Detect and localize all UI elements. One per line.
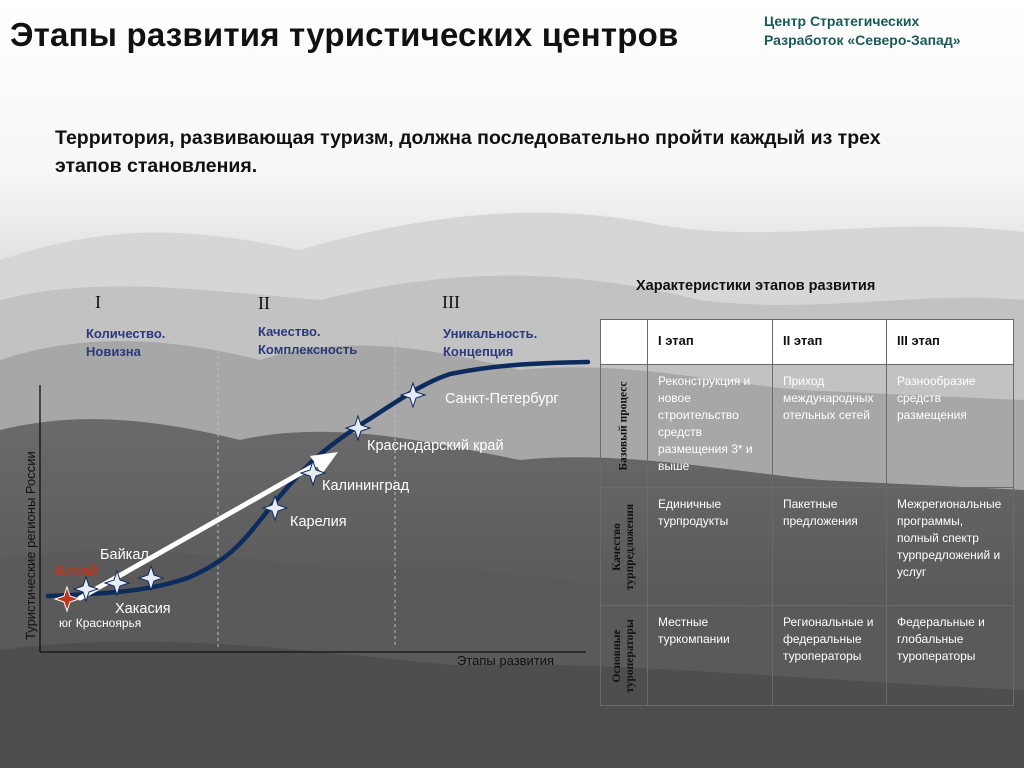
org-line-2: Разработок «Северо-Запад» [764,32,961,48]
region-marker-altai [55,587,79,611]
region-label-krasnodar: Краснодарский край [367,438,504,454]
table-row [601,365,1014,488]
stage-3-label-line2: Концепция [443,344,514,359]
table-header-row [601,320,1014,365]
table-row [601,488,1014,606]
row-header-cell [601,488,648,606]
development-diagram [0,280,600,680]
lead-text: Территория, развивающая туризм, должна последовательно пройти каждый из трех этапов становления. [55,127,881,177]
table-cell: Местные туркомпании [648,606,773,706]
table-cell: Межрегиональные программы, полный спектр турпредложений и услуг [887,488,1014,606]
stage-1-label-line2: Новизна [86,344,141,359]
stage-1-label-line1: Количество. [86,326,166,341]
region-label-spb: Санкт-Петербург [445,391,559,407]
stage-3-roman: III [442,292,460,312]
table-row [601,606,1014,706]
row-header-tour-quality: Качество турпредложения [611,503,636,590]
page-title: Этапы развития туристических центров [10,16,679,53]
table-cell: Федеральные и глобальные туроператоры [887,606,1014,706]
table-cell: Пакетные предложения [773,488,887,606]
x-axis-label: Этапы развития [457,653,555,668]
stage-2-roman: II [258,293,270,313]
region-label-baikal: Байкал [100,547,149,563]
row-header-base-process: Базовый процесс [617,381,630,471]
stage-characteristics-table [600,319,1014,706]
table-cell: Приход международных отельных сетей [773,365,887,488]
stage-3-label-line1: Уникальность. [443,326,538,341]
y-axis-label: Туристические регионы России [23,451,38,640]
table-corner-cell [601,320,648,365]
table-header-stage-2: II этап [773,320,887,365]
row-header-cell [601,606,648,706]
region-label-altai: Алтай [54,563,98,579]
table-cell: Единичные турпродукты [648,488,773,606]
row-header-tour-operators: Основные туроператоры [611,618,636,693]
table-caption: Характеристики этапов развития [636,278,876,294]
table-cell: Разнообразие средств размещения [887,365,1014,488]
org-line-1: Центр Стратегических [764,13,920,29]
row-header-cell [601,365,648,488]
stage-1-roman: I [95,292,101,312]
table-cell: Реконструкция и новое строительство средств размещения 3* и выше [648,365,773,488]
region-label-south-krasnoyarsk: юг Красноярья [59,616,142,630]
region-label-karelia: Карелия [290,514,347,530]
stage-2-label-line2: Комплексность [258,342,358,357]
table-header-stage-1: I этап [648,320,773,365]
region-label-kaliningrad: Калининград [322,478,410,494]
region-marker-karelia [263,496,287,520]
organization-name [764,12,1024,50]
table-header-stage-3: III этап [887,320,1014,365]
stage-2-label-line1: Качество. [258,324,321,339]
table-cell: Региональные и федеральные туроператоры [773,606,887,706]
region-label-khakasia: Хакасия [115,601,171,617]
